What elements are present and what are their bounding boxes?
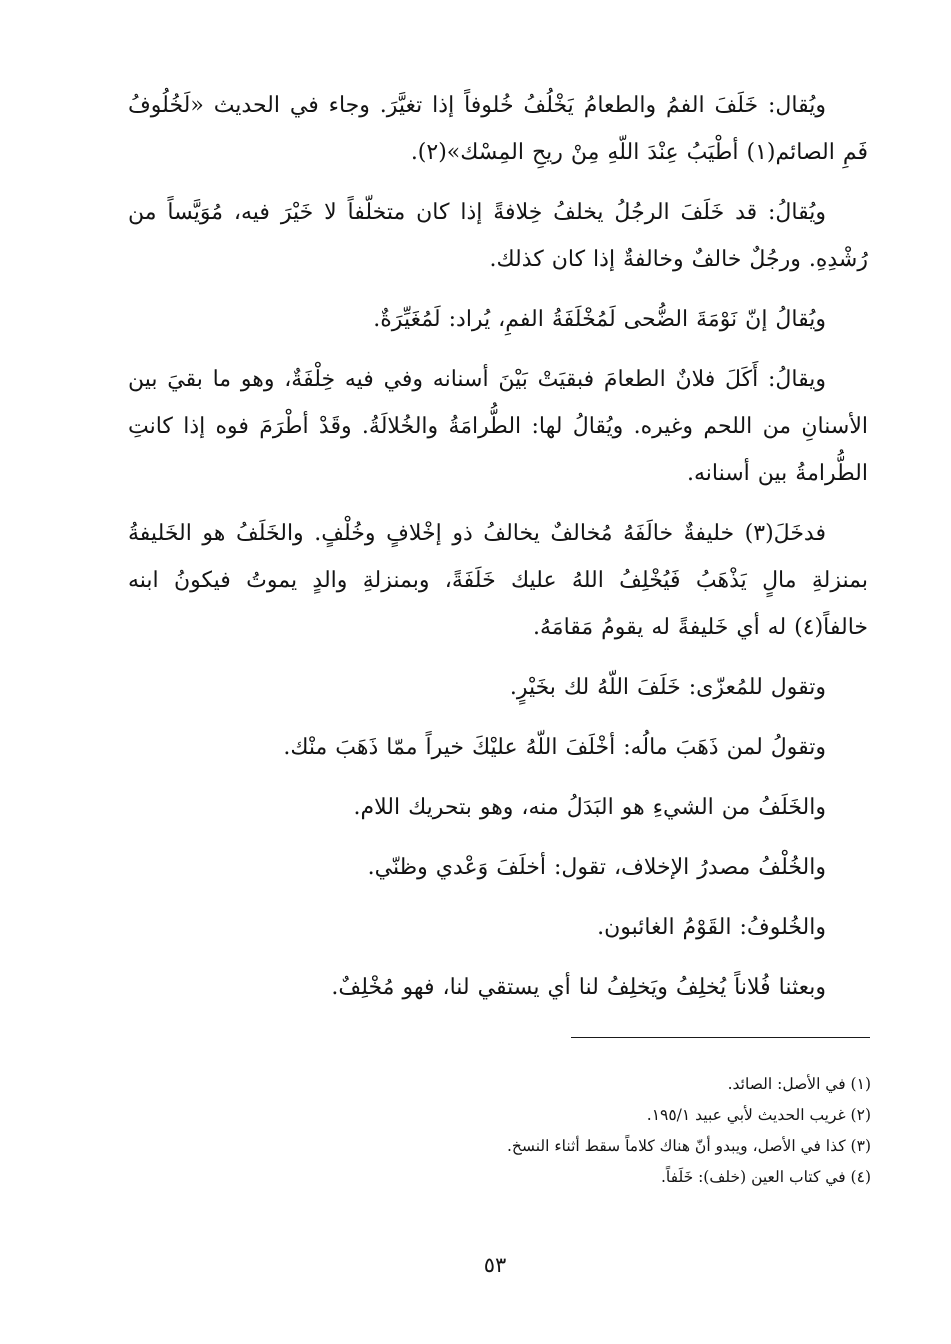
paragraph: ويُقالُ إنّ نَوْمَةَ الضُّحى لَمُخْلَفَةُ الفمِ، يُراد: لَمُغَيِّرَةٌ. <box>373 307 826 332</box>
footnote-1: (١) في الأصل: الصائد. <box>727 1075 871 1093</box>
footnote-3: (٣) كذا في الأصل، ويبدو أنّ هناك كلاماً سقط أثناء النسخ. <box>506 1137 871 1155</box>
paragraph: وتقولُ لمن ذَهَبَ مالُه: أخْلَفَ اللّهُ عليْكَ خيراً ممّا ذَهَبَ منْك. <box>283 735 826 760</box>
footnotes <box>300 1069 871 1193</box>
paragraph: فدخَلَ(٣) خليفةٌ خالَفَهُ مُخالفٌ يخالفُ ذو إخْلافٍ وخُلْفٍ. والخَلَفُ هو الخَليفةُ بمنزلةِ مالٍ يَذْهَبُ فَيُخْلِفُ اللهُ عليك خَلَفَةً، وبمنزلةِ والدٍ يموتُ فيكونُ ابنه خالفاً(٤) له أي خَليفةً له يقومُ مَقامَهُ. <box>128 521 868 640</box>
footnote-2: (٢) غريب الحديث لأبي عبيد ١٩٥/١. <box>646 1106 871 1124</box>
footnote-divider <box>571 1037 870 1038</box>
paragraph: والخُلْفُ مصدرُ الإخلاف، تقول: أخلَفَ وَعْدي وظنّي. <box>367 855 826 880</box>
main-text <box>128 82 868 1024</box>
paragraph: والخُلوفُ: القَوْمُ الغائبون. <box>597 915 826 940</box>
paragraph: ويُقال: خَلَفَ الفمُ والطعامُ يَخْلُفُ خُلوفاً إذا تغيَّرَ. وجاء في الحديث «لَخُلُوفُ فَمِ الصائم(١) أطْيَبُ عِنْدَ اللّهِ مِنْ ريحِ المِسْك»(٢). <box>128 93 868 165</box>
paragraph: والخَلَفُ من الشيءِ هو البَدَلُ منه، وهو بتحريك اللام. <box>353 795 826 820</box>
paragraph: وتقول للمُعزّى: خَلَفَ اللّهُ لك بخَيْرٍ. <box>509 675 826 700</box>
paragraph: وبعثنا فُلاناً يُخلِفُ ويَخلِفُ لنا أي يستقي لنا، فهو مُخْلِفٌ. <box>331 975 826 1000</box>
paragraph: ويقالُ: أَكَلَ فلانٌ الطعامَ فبقيَتْ بَيْنَ أسنانه وفي فيه خِلْفَةٌ، وهو ما بقيَ بين الأسنانِ من اللحم وغيره. ويُقالُ لها: الطُّرامَةُ والخُلالَةُ. وقَدْ أطْرَمَ فوه إذا كانتِ الطُّرامةُ بين أسنانه. <box>128 367 868 486</box>
footnote-4: (٤) في كتاب العين (خلف): خَلَفاً. <box>660 1168 871 1186</box>
paragraph: ويُقالُ: قد خَلَفَ الرجُلُ يخلفُ خِلافةً إذا كان متخلّفاً لا خَيْرَ فيه، مُوَيَّساً من رُشْدِهِ. ورجُلٌ خالفٌ وخالفةٌ إذا كان كذلك. <box>128 200 868 272</box>
page-number: ٥٣ <box>483 1253 507 1277</box>
